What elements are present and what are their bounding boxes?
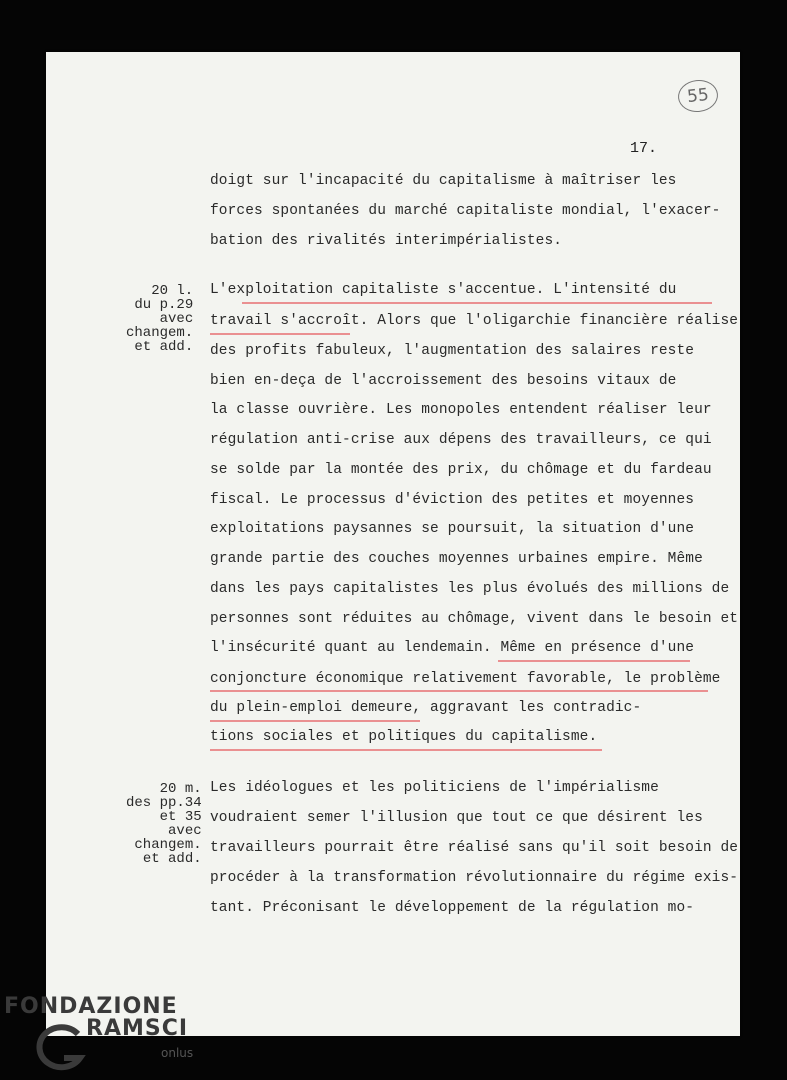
text-line: doigt sur l'incapacité du capitalisme à maîtriser les <box>210 173 677 189</box>
page-number: 17. <box>630 140 658 157</box>
highlight-underline <box>210 690 708 692</box>
text-line: bation des rivalités interimpérialistes. <box>210 233 563 249</box>
text-line: l'insécurité quant au lendemain. Même en présence d'une <box>210 640 695 656</box>
highlight-underline <box>210 749 602 751</box>
watermark-line2: RAMSCI <box>86 1016 189 1041</box>
text-line: bien en-deça de l'accroissement des besoins vitaux de <box>210 373 677 389</box>
margin-note-2: 20 m. des pp.34 et 35 avec changem. et add. <box>126 781 202 867</box>
text-line: la classe ouvrière. Les monopoles entendent réaliser leur <box>210 402 712 418</box>
text-line: L'exploitation capitaliste s'accentue. L'intensité du <box>210 282 677 298</box>
text-line: fiscal. Le processus d'éviction des petites et moyennes <box>210 492 695 508</box>
text-line: Les idéologues et les politiciens de l'impérialisme <box>210 780 659 796</box>
watermark-logo <box>4 994 204 1074</box>
text-line: dans les pays capitalistes les plus évolués des millions de <box>210 581 730 597</box>
highlight-underline <box>210 333 350 335</box>
text-line: se solde par la montée des prix, du chômage et du fardeau <box>210 462 712 478</box>
text-line: des profits fabuleux, l'augmentation des salaires reste <box>210 343 695 359</box>
highlight-underline <box>210 720 420 722</box>
text-line: tant. Préconisant le développement de la régulation mo- <box>210 900 695 916</box>
watermark-line1: FONDAZIONE <box>4 994 178 1019</box>
archive-stamp: 55 <box>676 78 719 114</box>
text-line: voudraient semer l'illusion que tout ce que désirent les <box>210 810 703 826</box>
g-logo-icon <box>34 1024 90 1072</box>
text-line: régulation anti-crise aux dépens des travailleurs, ce qui <box>210 432 712 448</box>
highlight-underline <box>498 660 690 662</box>
text-line: grande partie des couches moyennes urbaines empire. Même <box>210 551 703 567</box>
highlight-underline <box>242 302 712 304</box>
text-line: travail s'accroît. Alors que l'oligarchie financière réalise <box>210 313 739 329</box>
text-line: du plein-emploi demeure, aggravant les contradic- <box>210 700 642 716</box>
text-line: forces spontanées du marché capitaliste mondial, l'exacer- <box>210 203 721 219</box>
text-line: conjoncture économique relativement favorable, le problème <box>210 671 721 687</box>
text-line: tions sociales et politiques du capitalisme. <box>210 729 598 745</box>
document-page <box>46 52 740 1036</box>
margin-note-1: 20 l. du p.29 avec changem. et add. <box>126 283 194 355</box>
text-line: travailleurs pourrait être réalisé sans qu'il soit besoin de <box>210 840 739 856</box>
text-line: exploitations paysannes se poursuit, la situation d'une <box>210 521 695 537</box>
text-line: personnes sont réduites au chômage, vivent dans le besoin et <box>210 611 739 627</box>
text-line: procéder à la transformation révolutionnaire du régime exis- <box>210 870 739 886</box>
watermark-sub: onlus <box>161 1046 194 1060</box>
